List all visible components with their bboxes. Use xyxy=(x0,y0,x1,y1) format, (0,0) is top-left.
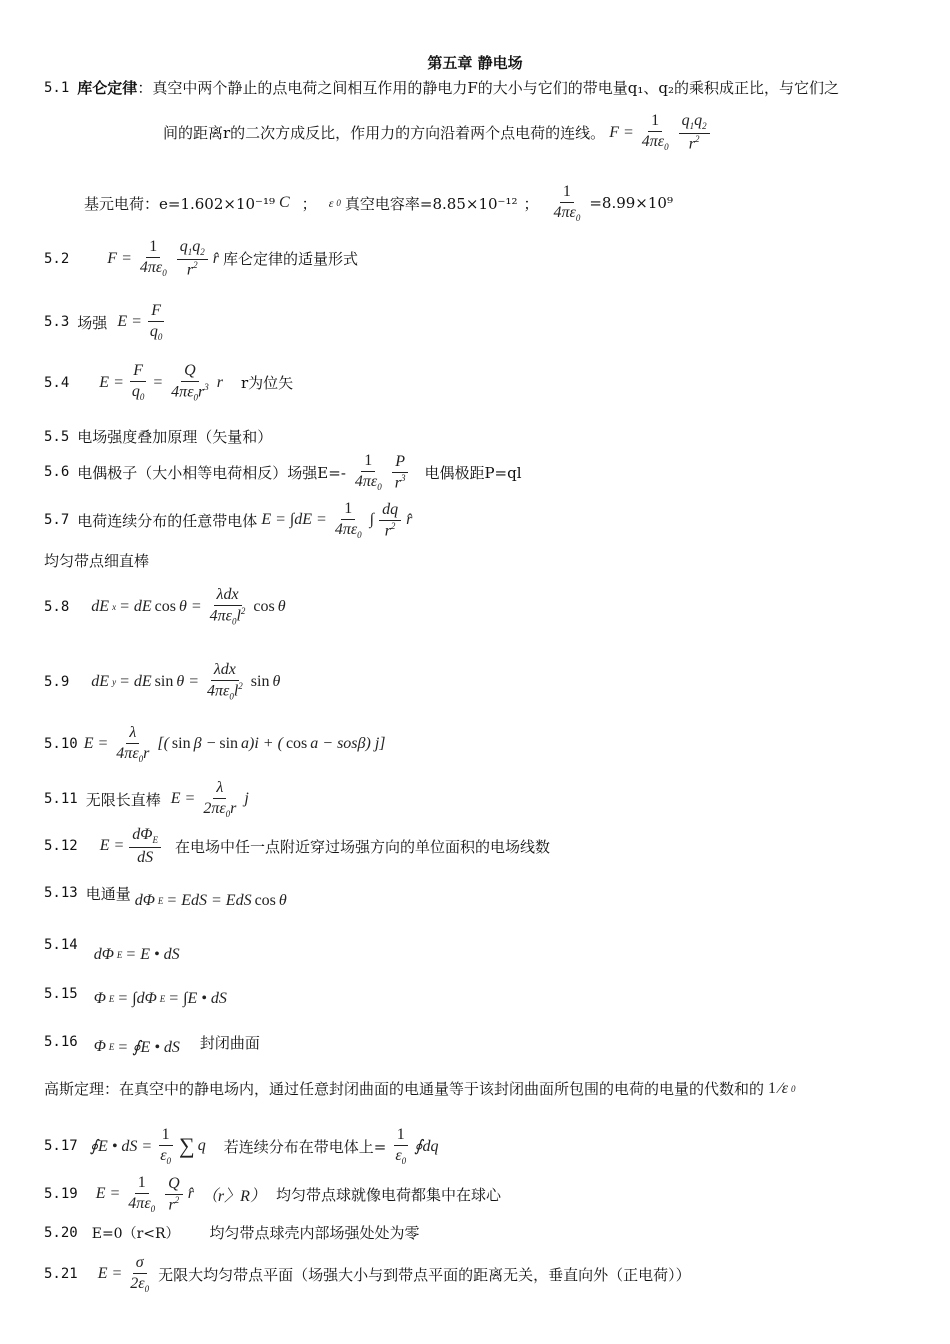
item-number: 5.6 xyxy=(44,464,70,481)
gauss-law-text: 高斯定理：在真空中的静电场内，通过任意封闭曲面的电通量等于该封闭曲面所包围的电荷的电量的代数和的 xyxy=(44,1080,765,1098)
unit-coulomb: C xyxy=(279,194,290,212)
item-number: 5.20 xyxy=(44,1224,78,1241)
item-number: 5.19 xyxy=(44,1186,78,1203)
coulomb-formula: F = 1 $4\pi\varepsilon_0$ $q_1q_2$ $r^2$ xyxy=(609,112,711,153)
formula-5-13 xyxy=(44,876,291,910)
field-strength-formula: E = F $q_0$ xyxy=(117,302,163,342)
vector-coulomb-formula: F = 1 $4\pi\varepsilon_0$ $q_1q_2$ $r^2$ r̂ xyxy=(107,238,219,279)
formula-5-9 xyxy=(44,661,284,702)
formula-caption: 库仑定律的适量形式 xyxy=(222,250,358,268)
epsilon-symbol: ε 0 xyxy=(328,195,341,210)
dEx-formula: dE x = dE cos θ = λdx $4\pi\varepsilon_0l^2$ cos θ xyxy=(91,586,286,627)
formula-5-8 xyxy=(44,586,290,627)
formula-caption: 电荷连续分布的任意带电体 xyxy=(77,511,258,530)
formula-caption: 在电场中任一点附近穿过场强方向的单位面积的电场线数 xyxy=(174,837,550,856)
formula-caption: r为位矢 xyxy=(240,374,294,392)
formula-5-7 xyxy=(44,500,416,541)
item-number: 5.4 xyxy=(44,374,70,391)
closed-surface-flux-formula: Φ E = ∮E • dS xyxy=(93,1038,180,1056)
formula-5-15 xyxy=(44,980,231,1008)
item-number: 5.7 xyxy=(44,512,70,529)
item-number: 5.3 xyxy=(44,314,70,331)
coulomb-constant: =8.99×10⁹ xyxy=(589,194,673,213)
constants-line xyxy=(84,183,673,224)
item-number: 5.17 xyxy=(44,1138,78,1155)
coulomb-constant-fraction: 1 $4\pi\varepsilon_0$ xyxy=(553,183,581,223)
gauss-continuous-formula: 1 $\varepsilon_0$ ∮dq xyxy=(395,1126,439,1166)
item-number: 5.2 xyxy=(44,250,70,267)
item-number: 5.10 xyxy=(44,736,78,753)
formula-5-21 xyxy=(44,1254,691,1295)
formula-5-3 xyxy=(44,302,171,343)
formula-5-1 xyxy=(44,77,839,98)
item-number: 5.13 xyxy=(44,885,78,901)
separator: ； xyxy=(301,194,317,213)
formula-caption: 封闭曲面 xyxy=(199,1033,260,1052)
formula-caption: 无限长直棒 xyxy=(85,790,161,809)
separator: ； xyxy=(523,194,539,213)
dipole-field-formula: 1 $4\pi\varepsilon_0$ P $r^3$ xyxy=(350,452,411,493)
formula-5-1-cont xyxy=(163,112,716,153)
flux-element-formula: dΦ E = EdS = EdS cos θ xyxy=(134,892,287,909)
item-number: 5.16 xyxy=(44,1034,78,1050)
plane-field-formula: E = σ $2\varepsilon_0$ xyxy=(97,1254,150,1294)
item-number: 5.1 xyxy=(44,79,70,96)
section-rod xyxy=(44,550,149,571)
point-charge-field-formula: E = F $q_0$ = Q $4\pi\varepsilon_0r^3$ r xyxy=(99,362,223,403)
chapter-title: 第五章 静电场 xyxy=(427,54,523,72)
formula-5-4 xyxy=(44,362,293,403)
elementary-charge: 基元电荷：e=1.602×10⁻¹⁹ xyxy=(84,194,275,213)
formula-caption: 电通量 xyxy=(85,884,131,903)
formula-5-17 xyxy=(44,1126,442,1167)
formula-5-5 xyxy=(44,426,272,447)
formula-caption: 若连续分布在带电体上= xyxy=(223,1137,387,1156)
infinite-rod-field-formula: E = λ $2\pi\varepsilon_0r$ j xyxy=(170,779,249,819)
formula-5-20 xyxy=(44,1222,420,1243)
formula-caption: 无限大均匀带点平面（场强大小与到带点平面的距离无关，垂直向外（正电荷）） xyxy=(158,1265,691,1284)
item-number: 5.9 xyxy=(44,673,70,690)
item-number: 5.12 xyxy=(44,838,78,855)
formula-caption: 电偶极子（大小相等电荷相反）场强E=- xyxy=(77,463,346,482)
continuous-charge-formula: E = ∫dE = 1 $4\pi\varepsilon_0$ ∫ dq $r^2$ r̂ xyxy=(261,500,413,540)
gauss-law-formula: ∮E • dS = 1 $\varepsilon_0$ ∑ q xyxy=(89,1126,206,1166)
flux-vector-formula: dΦ E = E • dS xyxy=(93,946,180,963)
formula-caption: 电场强度叠加原理（矢量和） xyxy=(77,428,273,446)
law-name: 库仑定律 xyxy=(77,79,138,97)
dipole-moment: 电偶极距P=ql xyxy=(424,463,522,482)
item-number: 5.5 xyxy=(44,428,70,445)
item-number: 5.8 xyxy=(44,598,70,615)
formula-5-12 xyxy=(44,826,550,867)
formula-5-19 xyxy=(44,1174,501,1215)
shell-field-eq: E=0（r<R） xyxy=(91,1225,180,1242)
item-number: 5.14 xyxy=(44,937,78,953)
field-line-density-formula: E = $d\Phi_E$ dS xyxy=(100,826,163,867)
dEy-formula: dE y = dE sin θ = λdx $4\pi\varepsilon_0l^2$ sin θ xyxy=(91,661,281,702)
formula-caption: 均匀带点球壳内部场强处处为零 xyxy=(209,1224,420,1242)
formula-caption: 场强 xyxy=(77,313,108,332)
formula-5-14 xyxy=(44,926,184,964)
law-text-cont: 间的距离r的二次方成反比，作用力的方向沿着两个点电荷的连线。 xyxy=(163,124,606,142)
formula-5-2 xyxy=(44,238,358,279)
sphere-field-formula: E = 1 $4\pi\varepsilon_0$ Q $r^2$ r̂ xyxy=(95,1174,194,1214)
gauss-law-statement xyxy=(44,1078,800,1099)
formula-5-10 xyxy=(44,724,389,765)
item-number: 5.15 xyxy=(44,986,78,1002)
formula-caption: 均匀带点球就像电荷都集中在球心 xyxy=(275,1185,501,1204)
finite-rod-field-formula: E = λ $4\pi\varepsilon_0r$ [( sin β − sin a)i + ( cos a − sosβ) j] xyxy=(83,724,386,764)
sphere-condition: （r〉R） xyxy=(201,1187,266,1205)
vacuum-permittivity: 真空电容率=8.85×10⁻¹² xyxy=(344,194,518,213)
formula-5-16 xyxy=(44,1027,260,1057)
law-text: ：真空中两个静止的点电荷之间相互作用的静电力F的大小与它们的带电量q₁、q₂的乘积成正比，与它们之 xyxy=(137,79,839,97)
total-flux-formula: Φ E = ∫dΦ E = ∫E • dS xyxy=(93,990,227,1007)
section-heading: 均匀带点细直棒 xyxy=(44,552,150,570)
item-number: 5.11 xyxy=(44,791,78,808)
inverse-epsilon: 1 ⁄ε 0 xyxy=(768,1079,796,1097)
formula-5-11 xyxy=(44,779,253,820)
item-number: 5.21 xyxy=(44,1266,78,1283)
formula-5-6 xyxy=(44,452,522,493)
